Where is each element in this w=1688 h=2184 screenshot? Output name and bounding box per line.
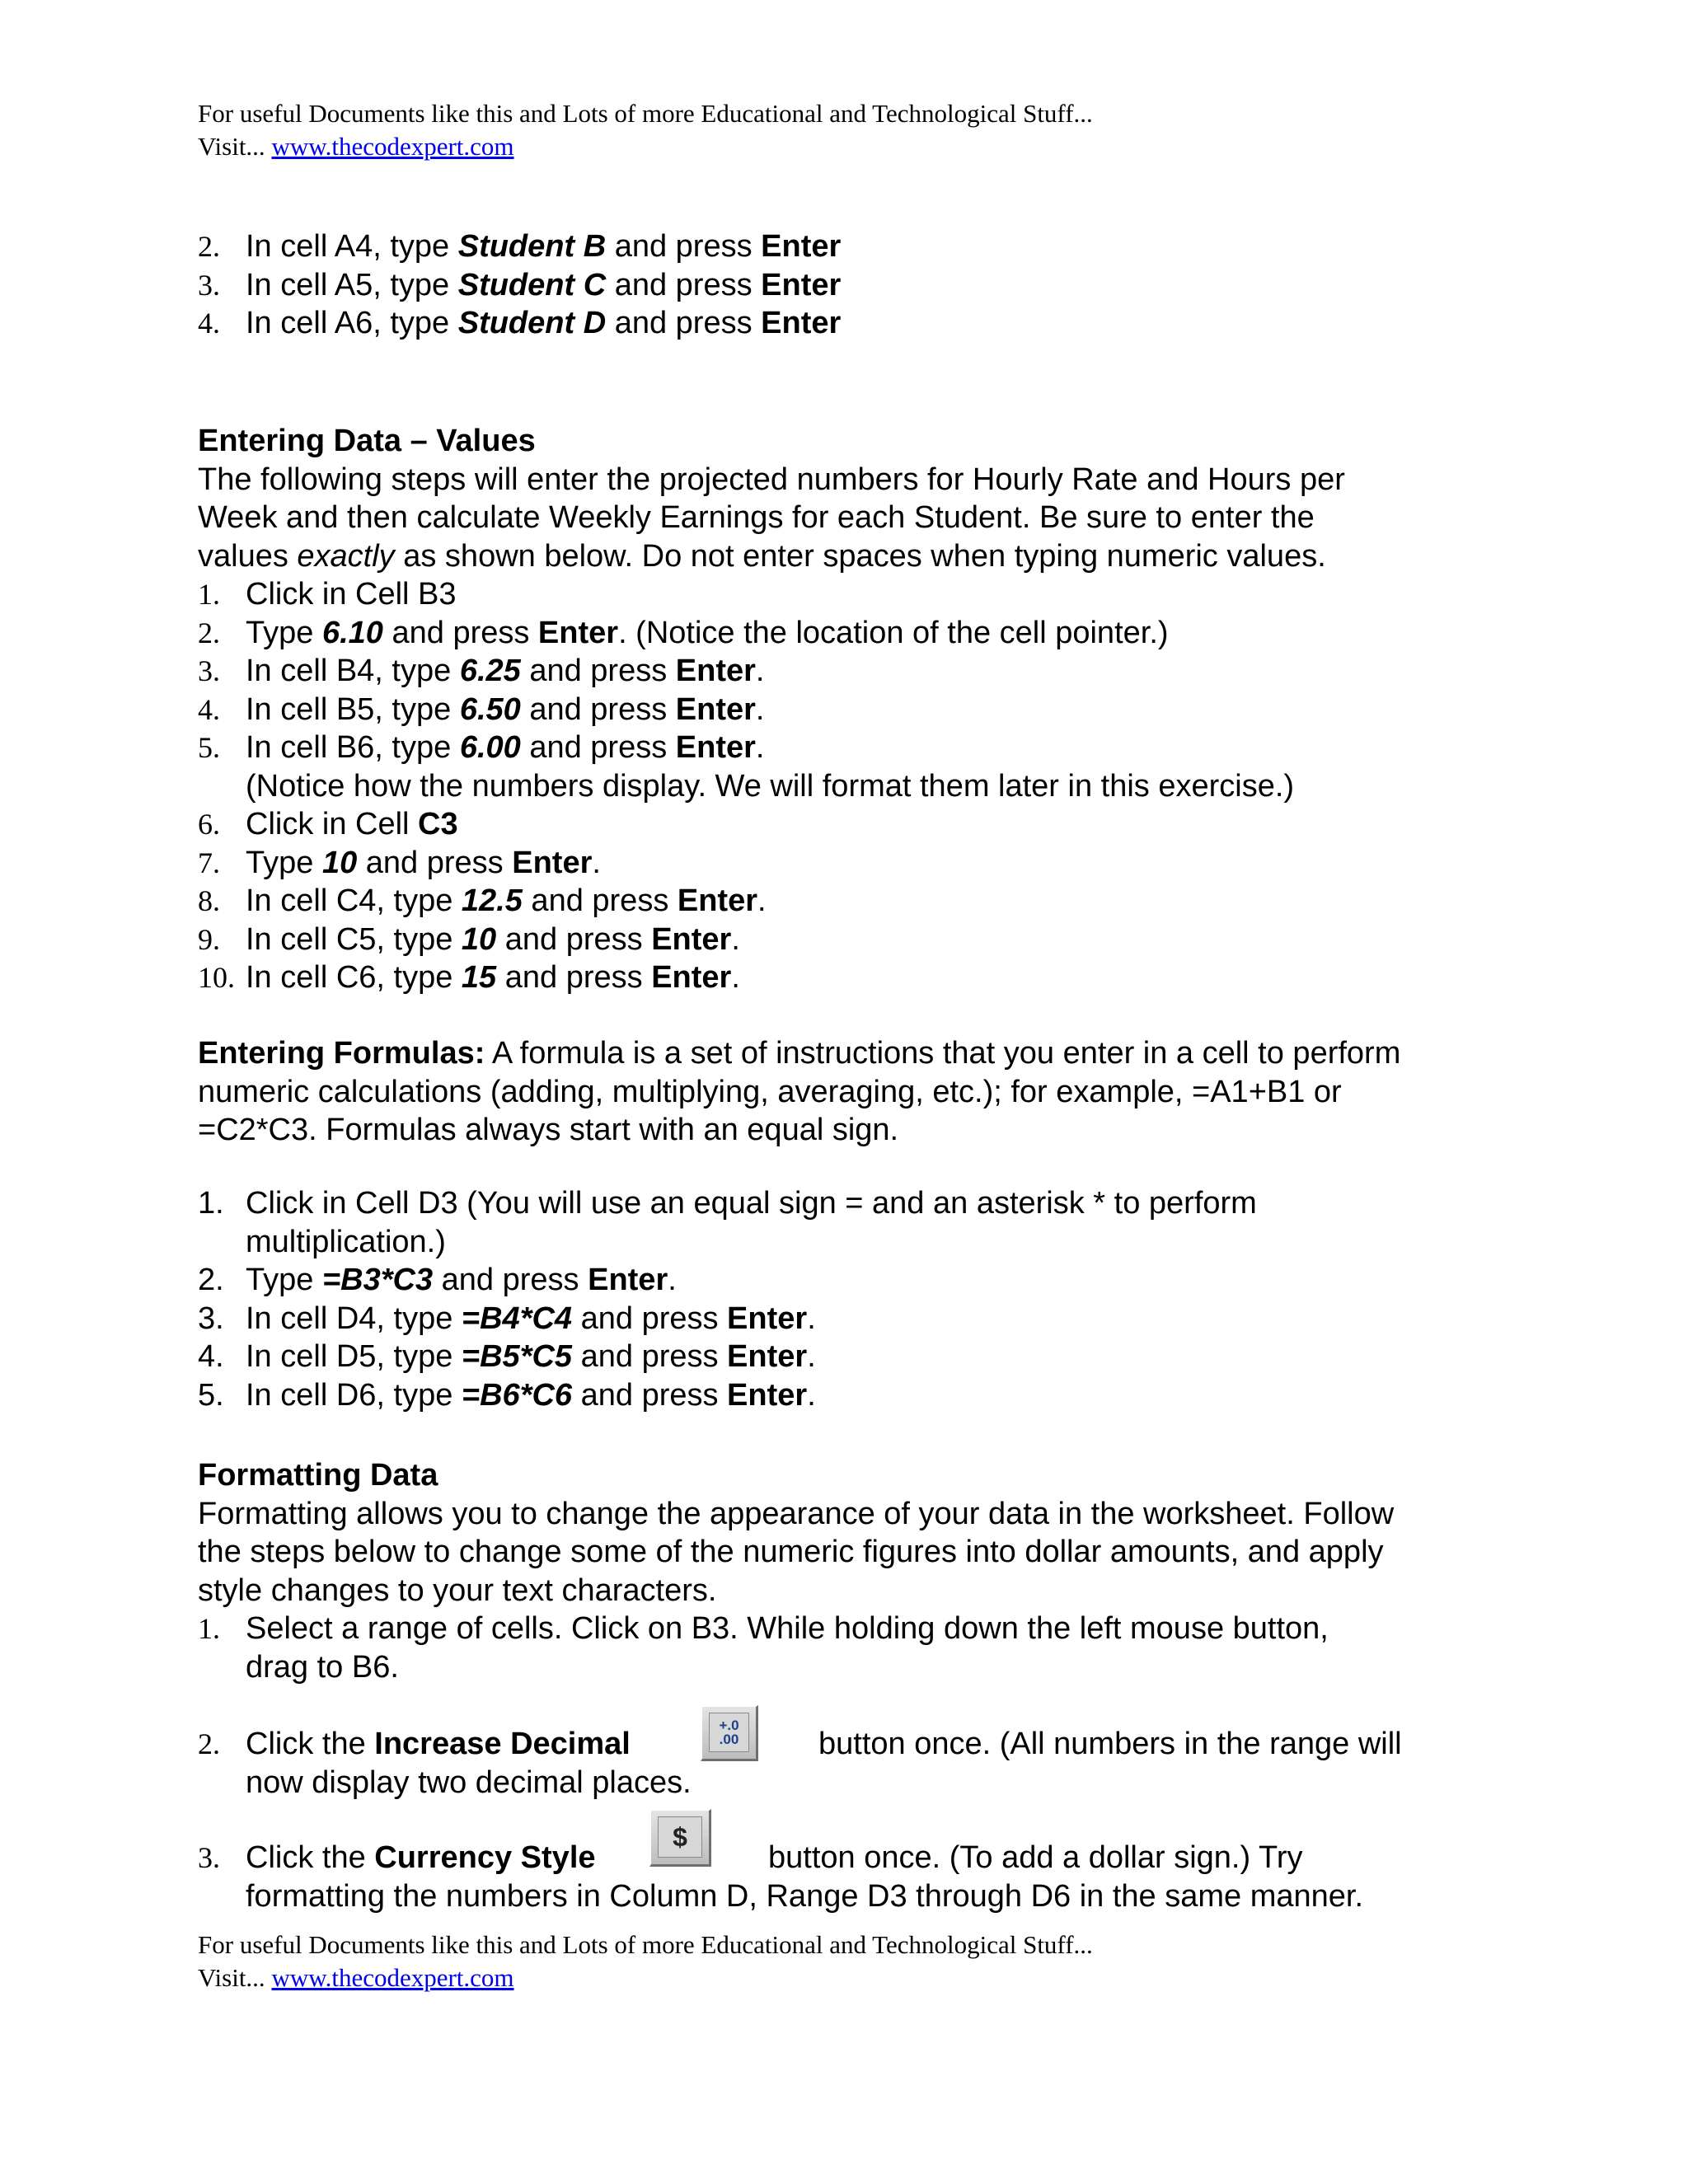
step-value: Student B [457, 229, 607, 264]
footer-link[interactable]: www.thecodexpert.com [271, 1963, 514, 1992]
formatting-section [198, 1456, 1517, 1686]
step-key: Enter [761, 306, 842, 340]
header-visit-label: Visit... [198, 132, 272, 161]
step-text: and press [606, 267, 762, 302]
list-item: 5. In cell B6, type 6.00 and press Enter. [198, 730, 765, 765]
paragraph-line: The following steps will enter the projected numbers for Hourly Rate and Hours per [198, 462, 1345, 497]
formulas-section [198, 1034, 1517, 1150]
header-visit-line [198, 130, 1093, 163]
step-key: Enter [761, 267, 842, 302]
list-item: 6. Click in Cell C3 [198, 807, 458, 841]
step-text: and press [606, 306, 762, 340]
list-item: 9. In cell C5, type 10 and press Enter. [198, 921, 740, 957]
section-heading: Formatting Data [198, 1458, 438, 1493]
paragraph-line: Formatting allows you to change the appearance of your data in the worksheet. Follow [198, 1496, 1395, 1531]
values-section [198, 422, 1517, 997]
list-item: 3. Click the Currency Style button once. (To add a dollar sign.) Try [198, 1839, 1517, 1877]
list-item: 8. In cell C4, type 12.5 and press Enter. [198, 883, 767, 918]
step-text: In cell A4, type [246, 229, 458, 264]
list-number: 2. [198, 230, 220, 263]
footer-visit-label: Visit... [198, 1963, 272, 1992]
paragraph-line: the steps below to change some of the numeric figures into dollar amounts, and apply [198, 1535, 1384, 1569]
paragraph-line: numeric calculations (adding, multiplying, averaging, etc.); for example, =A1+B1 or [198, 1074, 1342, 1109]
list-item: 2. Click the Increase Decimal button once. (All numbers in the range will [198, 1725, 1517, 1764]
list-item: 2. Type 6.10 and press Enter. (Notice the location of the cell pointer.) [198, 615, 1169, 650]
list-item: 1. Click in Cell D3 (You will use an equal sign = and an asterisk * to perform [198, 1186, 1257, 1221]
list-item [198, 266, 1517, 305]
step-text: button once. (All numbers in the range will [818, 1727, 1402, 1761]
list-item: 7. Type 10 and press Enter. [198, 845, 601, 880]
step-key: Enter [761, 229, 842, 264]
list-item: 4. In cell D5, type =B5*C5 and press Enter. [198, 1339, 816, 1374]
list-number: 4. [198, 307, 220, 340]
list-item: 3. In cell B4, type 6.25 and press Enter. [198, 654, 765, 688]
step-text: In cell A5, type [246, 267, 458, 302]
header-link[interactable]: www.thecodexpert.com [271, 132, 514, 161]
intro-list [198, 227, 1517, 343]
list-item: 1. Click in Cell B3 [198, 577, 457, 612]
dollar-icon: $ [658, 1816, 702, 1858]
increase-decimal-icon: +.0 .00 [709, 1713, 749, 1752]
increase-decimal-button[interactable] [701, 1705, 758, 1761]
section-heading: Entering Data – Values [198, 424, 536, 458]
step-value: Student C [457, 267, 607, 302]
step-value: Student D [457, 306, 607, 340]
emphasis: exactly [297, 538, 395, 574]
page-header [198, 97, 1093, 163]
step-text: In cell A6, type [246, 306, 458, 340]
page-footer [198, 1929, 1093, 1994]
list-item-continuation: drag to B6. [246, 1649, 399, 1685]
currency-style-button[interactable] [649, 1809, 711, 1867]
paragraph-line: style changes to your text characters. [198, 1572, 717, 1608]
step-text: and press [606, 229, 762, 264]
increase-decimal-label: Increase Decimal [374, 1727, 631, 1761]
list-number: 3. [198, 268, 220, 302]
list-item: 3. In cell D4, type =B4*C4 and press Enter. [198, 1301, 816, 1336]
list-item: 10. In cell C6, type 15 and press Enter. [198, 960, 740, 995]
currency-style-label: Currency Style [374, 1840, 596, 1875]
list-item-continuation: formatting the numbers in Column D, Range D3 through D6 in the same manner. [246, 1878, 1364, 1914]
section-heading: Entering Formulas: [198, 1036, 485, 1071]
list-item-note: (Notice how the numbers display. We will format them later in this exercise.) [246, 768, 1295, 804]
list-item: 1. Select a range of cells. Click on B3. While holding down the left mouse button, [198, 1611, 1329, 1646]
list-item: 5. In cell D6, type =B6*C6 and press Enter. [198, 1377, 816, 1413]
header-line: For useful Documents like this and Lots of more Educational and Technological Stuff... [198, 99, 1093, 128]
paragraph-line: values exactly as shown below. Do not enter spaces when typing numeric values. [198, 538, 1326, 574]
list-item: 4. In cell B5, type 6.50 and press Enter. [198, 691, 765, 727]
step-text: button once. (To add a dollar sign.) Try [768, 1840, 1303, 1875]
footer-line: For useful Documents like this and Lots of more Educational and Technological Stuff... [198, 1930, 1093, 1959]
increase-decimal-step [198, 1725, 1517, 1802]
formulas-list [198, 1184, 1517, 1414]
paragraph-line: Entering Formulas: A formula is a set of instructions that you enter in a cell to perform [198, 1036, 1401, 1071]
currency-style-step [198, 1839, 1517, 1915]
list-item [198, 227, 1517, 266]
paragraph-line: =C2*C3. Formulas always start with an equal sign. [198, 1113, 899, 1147]
footer-visit-line [198, 1961, 1093, 1994]
list-item-continuation: now display two decimal places. [246, 1765, 692, 1800]
list-item [198, 304, 1517, 343]
list-item-continuation: multiplication.) [246, 1224, 446, 1259]
paragraph-line: Week and then calculate Weekly Earnings for each Student. Be sure to enter the [198, 500, 1315, 535]
list-item: 2. Type =B3*C3 and press Enter. [198, 1263, 677, 1297]
